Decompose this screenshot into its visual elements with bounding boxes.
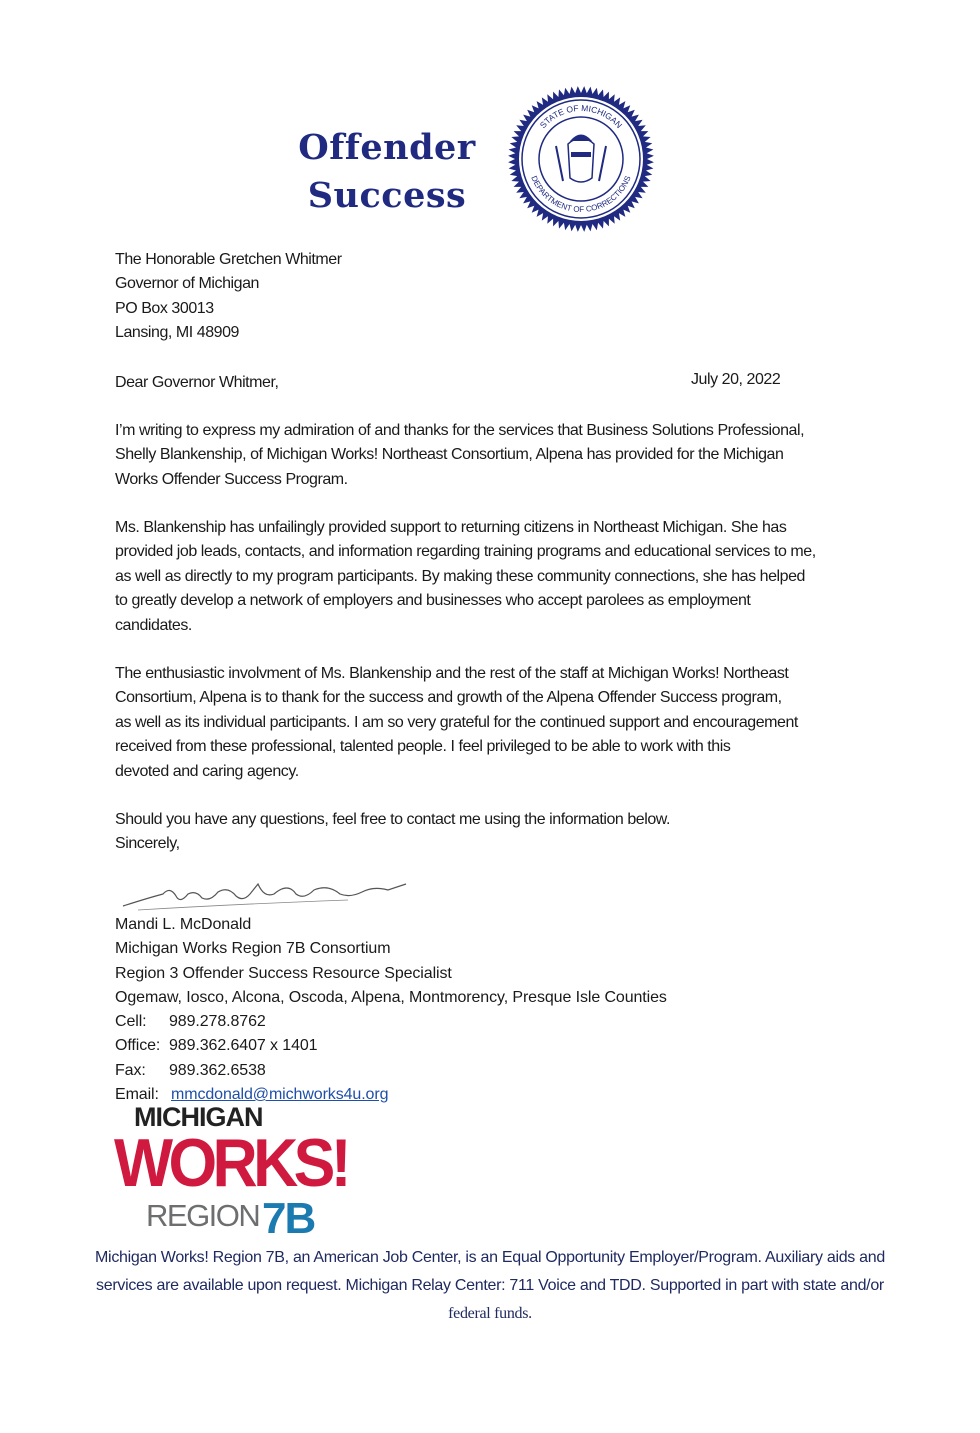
recipient-po-box: PO Box 30013 (115, 299, 214, 317)
handwritten-signature (118, 876, 413, 916)
footer-line: Michigan Works! Region 7B, an American Job Center, is an Equal Opportunity Employer/Program. Auxiliary aids and (95, 1249, 885, 1266)
letter-date: July 20, 2022 (691, 371, 781, 388)
offender-success-title: Offender Success (298, 127, 476, 216)
recipient-title: Governor of Michigan (115, 275, 259, 293)
recipient-address (115, 248, 342, 346)
closing-line: Should you have any questions, feel free to contact me using the information below. (115, 811, 671, 828)
text-line: received from these professional, talented people. I feel privileged to be able to work with this (115, 738, 731, 756)
mdoc-seal-logo (508, 86, 654, 232)
footer-line: services are available upon request. Michigan Relay Center: 711 Voice and TDD. Supported in part with state and/or (96, 1277, 884, 1294)
email-link[interactable]: mmcdonald@michworks4u.org (171, 1086, 389, 1104)
recipient-name: The Honorable Gretchen Whitmer (115, 251, 342, 268)
svg-text:STATE OF MICHIGAN: STATE OF MICHIGAN (537, 102, 625, 131)
signer-cell: Cell: 989.278.8762 (115, 1013, 266, 1031)
paragraph-2 (115, 516, 816, 638)
text-line: I’m writing to express my admiration of and thanks for the services that Business Solutions Professional, (115, 422, 805, 439)
footer-disclaimer (60, 1244, 920, 1328)
text-line: as well as its individual participants. I am so very grateful for the continued support and encouragement (115, 713, 798, 731)
text-line: Works Offender Success Program. (115, 470, 348, 488)
recipient-city: Lansing, MI 48909 (115, 324, 239, 342)
svg-text:DEPARTMENT OF CORRECTIONS: DEPARTMENT OF CORRECTIONS (529, 174, 633, 215)
text-line: to greatly develop a network of employers and businesses who accept parolees as employment (115, 592, 751, 610)
signer-name: Mandi L. McDonald (115, 916, 252, 933)
closing (115, 808, 670, 857)
text-line: The enthusiastic involvment of Ms. Blankenship and the rest of the staff at Michigan Works! Northeast (115, 665, 789, 682)
text-line: provided job leads, contacts, and information regarding training programs and educational services to me, (115, 543, 816, 561)
signer-email: Email: mmcdonald@michworks4u.org (115, 1086, 389, 1104)
michigan-works-logo: MICHIGAN WORKS! REGION 7B (114, 1102, 348, 1243)
signer-fax: Fax: 989.362.6538 (115, 1061, 266, 1079)
paragraph-1 (115, 419, 804, 492)
text-line: Shelly Blankenship, of Michigan Works! Northeast Consortium, Alpena has provided for the Michigan (115, 446, 784, 464)
signer-office: Office: 989.362.6407 x 1401 (115, 1037, 318, 1055)
signer-counties: Ogemaw, Iosco, Alcona, Oscoda, Alpena, Montmorency, Presque Isle Counties (115, 988, 667, 1006)
text-line: Consortium, Alpena is to thank for the success and growth of the Alpena Offender Success program, (115, 689, 782, 707)
signer-block (115, 913, 667, 1107)
sign-off: Sincerely, (115, 835, 180, 853)
paragraph-3 (115, 662, 798, 784)
signer-org: Michigan Works Region 7B Consortium (115, 940, 391, 958)
text-line: Ms. Blankenship has unfailingly provided support to returning citizens in Northeast Michigan. She has (115, 519, 787, 536)
text-line: as well as directly to my program participants. By making these community connections, she has helped (115, 567, 806, 585)
text-line: devoted and caring agency. (115, 762, 299, 780)
salutation: Dear Governor Whitmer, (115, 374, 279, 391)
signer-title: Region 3 Offender Success Resource Specialist (115, 964, 452, 982)
text-line: candidates. (115, 616, 192, 634)
footer-line: federal funds. (448, 1305, 532, 1322)
